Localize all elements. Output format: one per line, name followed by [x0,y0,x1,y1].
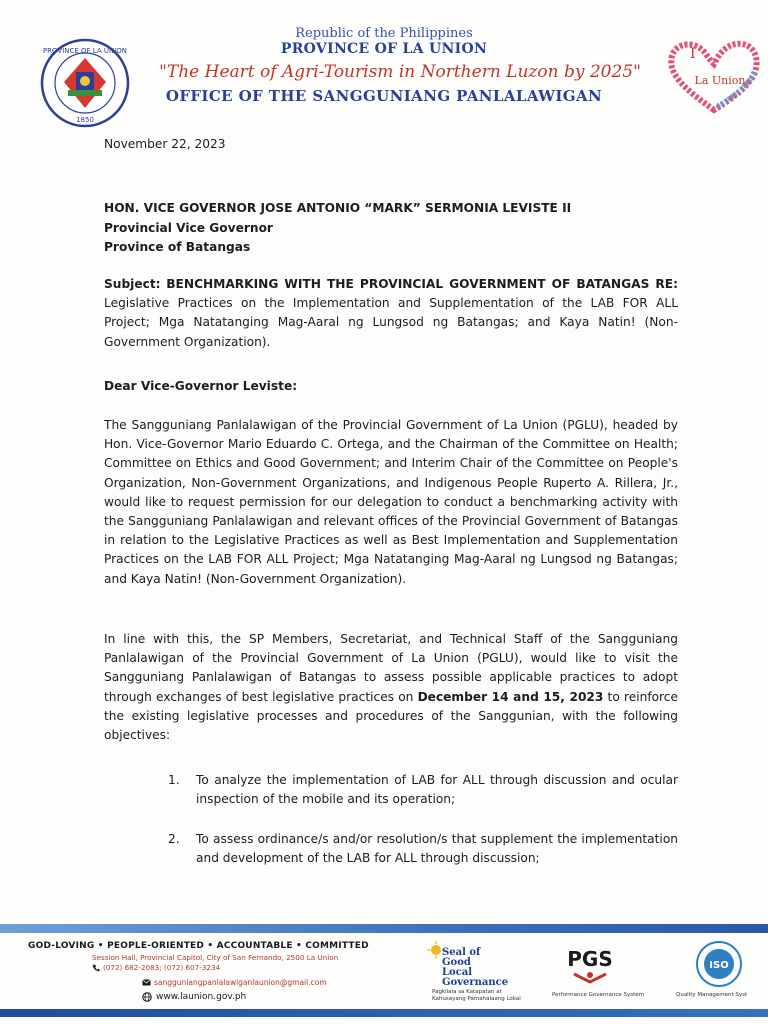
salutation: Dear Vice-Governor Leviste: [104,379,298,393]
footer-website-row [142,992,246,1002]
svg-text:PGS: PGS [567,947,613,971]
objective-text: To assess ordinance/s and/or resolution/s that supplement the implementation and development of the LAB for ALL through discussion; [196,832,678,866]
iso-certified-logo [695,940,743,988]
svg-text:La Union: La Union [694,74,746,87]
iso-caption: Quality Management Syst [676,992,748,998]
i-love-la-union-heart-logo [660,36,768,116]
addressee-name: HON. VICE GOVERNOR JOSE ANTONIO “MARK” SERMONIA LEVISTE II [104,201,572,215]
email-icon [142,979,151,986]
pgs-logo [560,944,620,986]
tagline: "The Heart of Agri-Tourism in Northern Luzon by 2025" [159,62,641,82]
addressee-block [104,199,678,258]
addressee-office: Province of Batangas [104,240,251,254]
subject-title: BENCHMARKING WITH THE PROVINCIAL GOVERNMENT OF BATANGAS RE: [166,277,679,291]
footer-motto: GOD-LOVING • PEOPLE-ORIENTED • ACCOUNTABLE • COMMITTED [28,941,369,951]
paragraph-2-end: to reinforce the existing legislative processes and procedures of the Sanggunian, with the following objectives: [104,689,679,743]
subject-line [104,275,678,352]
letter-date: November 22, 2023 [104,137,226,151]
paragraph-2 [104,630,678,745]
subject-detail: Legislative Practices on the Implementation and Supplementation of the LAB FOR ALL Project; Mga Natatanging Mag-Aaral ng Lungsod ng Batangas; and Kaya Natin! (Non-Government Organization). [104,296,678,349]
footer-address-block [92,953,342,973]
phone-icon [92,964,100,972]
objective-number: 1. [168,773,180,787]
objective-number: 2. [168,832,180,846]
sgl-line: Seal of [442,947,481,958]
svg-text:PROVINCE OF LA UNION: PROVINCE OF LA UNION [42,47,128,55]
paragraph-1: The Sangguniang Panlalawigan of the Provincial Government of La Union (PGLU), headed by Hon. Vice-Governor Mario Eduardo C. Ortega, and the Chairman of the Committee on Health; Committee on Ethics and Good Government; and Interim Chair of the Committee on People's Organization, Non-Government Organizations, and Indigenous People Ruperto A. Rillera, Jr., would like to request permission for our delegation to conduct a benchmarking activity with the Sangguniang Panlalawigan and relevant offices of the Provincial Government of Batangas in relation to the Legislative Practices as well as Best Implementation and Supplementation Practices on the LAB FOR ALL Project; Mga Natatanging Mag-Aaral ng Lungsod ng Batangas; and Kaya Natin! (Non-Government Organization). [104,418,678,586]
objective-item [168,830,678,868]
paragraph-2-start: In line with this, the SP Members, Secretariat, and Technical Staff of the Sangguniang Panlalawigan of the Provincial Government of La Union (PGLU), would like to visit the Sangguniang Panlalawigan of Batangas to assess possible applicable practices to adopt through exchanges of best legislative practices on [104,632,678,704]
svg-text:ISO: ISO [709,960,729,971]
footer-website[interactable]: www.launion.gov.ph [156,992,247,1002]
svg-text:I: I [690,46,696,62]
pgs-caption: Performance Governance System [552,992,645,998]
republic-heading: Republic of the Philippines [295,26,473,41]
visit-dates: December 14 and 15, 2023 [417,689,604,704]
footer-phone: (072) 682-2083; (072) 607-3234 [103,963,221,972]
footer-email-row [142,978,327,987]
sgl-line: Local [442,967,473,978]
subject-label: Subject: [104,277,161,291]
sgl-caption: Pagkilala sa Katapatan at Kahusayang Pamahalaang Lokal [432,989,521,1002]
globe-icon [142,992,152,1002]
footer-phone-row [92,963,342,973]
svg-text:1850: 1850 [76,116,94,124]
footer-email[interactable]: sangguniangpanlalawiganlaunion@gmail.com [154,978,327,987]
sgl-line: Good [442,957,471,968]
sgl-wordmark [442,948,508,988]
office-heading: OFFICE OF THE SANGGUNIANG PANLALAWIGAN [165,87,603,105]
footer-bottom-stripe [0,1009,768,1017]
footer-top-stripe [0,924,768,933]
objective-item [168,771,678,809]
objective-text: To analyze the implementation of LAB for ALL through discussion and ocular inspection of the mobile and its operation; [196,773,678,807]
province-heading: PROVINCE OF LA UNION [280,41,488,57]
addressee-position: Provincial Vice Governor [104,220,273,235]
sgl-line: Governance [442,977,509,988]
footer-address: Session Hall, Provincial Capitol, City of San Fernando, 2500 La Union [92,953,339,962]
